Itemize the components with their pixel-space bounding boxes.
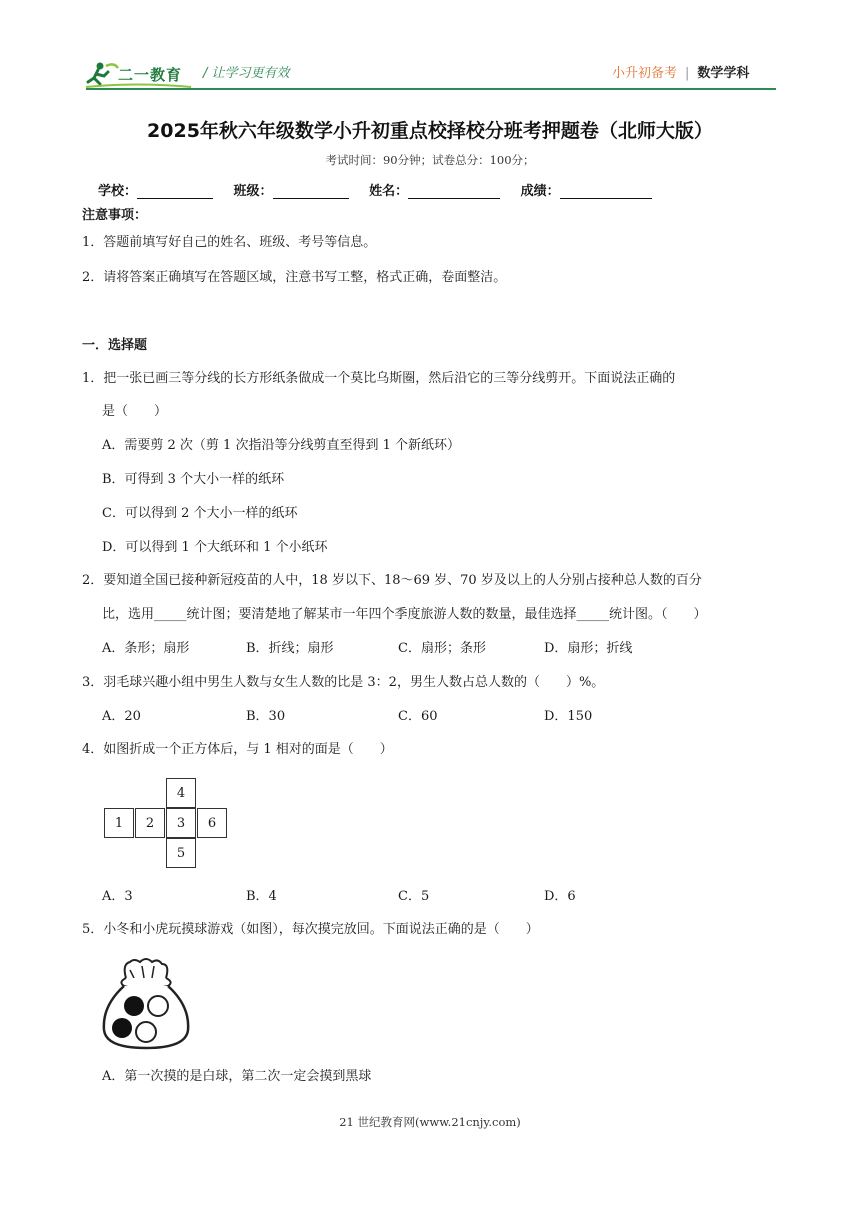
slogan: / 让学习更有效 xyxy=(203,66,290,81)
q1-option-c: C．可以得到 2 个大小一样的纸环 xyxy=(102,506,298,521)
page-header xyxy=(0,0,860,92)
q4-option-a: A．3 xyxy=(102,889,133,904)
q5-stem: 5．小冬和小虎玩摸球游戏（如图），每次摸完放回。下面说法正确的是（ ） xyxy=(82,922,539,937)
ball-bag-figure xyxy=(100,956,196,1052)
school-label: 学校： xyxy=(98,184,138,199)
q2-stem-line1: 2．要知道全国已接种新冠疫苗的人中，18 岁以下、18～69 岁、70 岁及以上的人分别占接种总人数的百分 xyxy=(82,573,702,588)
q1-option-a: A．需要剪 2 次（剪 1 次指沿等分线剪直至得到 1 个新纸环） xyxy=(102,438,460,453)
logo-text: 二一教育 xyxy=(118,66,183,84)
q1-option-d: D．可以得到 1 个大纸环和 1 个小纸环 xyxy=(102,540,328,555)
q1-stem-line1: 1．把一张已画三等分线的长方形纸条做成一个莫比乌斯圈，然后沿它的三等分线剪开。下面说法正确的 xyxy=(82,371,676,386)
class-field[interactable] xyxy=(273,184,349,199)
q4-option-c: C．5 xyxy=(398,889,430,904)
q4-stem: 4．如图折成一个正方体后，与 1 相对的面是（ ） xyxy=(82,742,393,757)
q2-option-c: C．扇形；条形 xyxy=(398,641,486,656)
score-field[interactable] xyxy=(560,184,652,199)
score-label: 成绩： xyxy=(520,184,560,199)
q4-option-d: D．6 xyxy=(544,889,576,904)
q3-option-c: C．60 xyxy=(398,709,438,724)
q2-stem-line2: 比，选用_____统计图；要清楚地了解某市一年四个季度旅游人数的数量，最佳选择_____统计图。（ ） xyxy=(102,607,707,622)
cube-face-6: 6 xyxy=(197,808,227,838)
notice-item-1: 1．答题前填写好自己的姓名、班级、考号等信息。 xyxy=(82,235,377,250)
q3-stem: 3．羽毛球兴趣小组中男生人数与女生人数的比是 3：2，男生人数占总人数的（ ）%。 xyxy=(82,675,605,690)
cube-face-3: 3 xyxy=(166,808,196,838)
page-title: 2025年秋六年级数学小升初重点校择校分班考押题卷（北师大版） xyxy=(147,120,713,142)
cube-face-2: 2 xyxy=(135,808,165,838)
separator: | xyxy=(685,66,690,81)
q4-option-b: B．4 xyxy=(246,889,277,904)
section-heading: 一．选择题 xyxy=(82,338,148,353)
category-label: 小升初备考 xyxy=(612,66,678,81)
q3-option-d: D．150 xyxy=(544,709,593,724)
notice-item-2: 2．请将答案正确填写在答题区域，注意书写工整，格式正确，卷面整洁。 xyxy=(82,270,507,285)
q1-stem-line2: 是（ ） xyxy=(102,404,168,419)
cube-face-5: 5 xyxy=(166,838,196,868)
subject-label: 数学学科 xyxy=(697,66,750,81)
school-field[interactable] xyxy=(137,184,213,199)
cube-face-1: 1 xyxy=(104,808,134,838)
q2-option-d: D．扇形；折线 xyxy=(544,641,633,656)
name-field[interactable] xyxy=(408,184,500,199)
header-divider xyxy=(86,88,776,90)
q2-option-a: A．条形；扇形 xyxy=(102,641,190,656)
page-footer: 21 世纪教育网(www.21cnjy.com) xyxy=(339,1115,521,1129)
q3-option-a: A．20 xyxy=(102,709,141,724)
q1-option-b: B．可得到 3 个大小一样的纸环 xyxy=(102,472,285,487)
header-category xyxy=(612,62,749,81)
q3-option-b: B．30 xyxy=(246,709,286,724)
notice-heading: 注意事项： xyxy=(82,208,148,223)
cube-face-4: 4 xyxy=(166,778,196,808)
q2-option-b: B．折线；扇形 xyxy=(246,641,334,656)
exam-info: 考试时间：90分钟；试卷总分：100分； xyxy=(325,153,535,167)
name-label: 姓名： xyxy=(369,184,409,199)
class-label: 班级： xyxy=(233,184,273,199)
q5-option-a: A．第一次摸的是白球，第二次一定会摸到黑球 xyxy=(102,1069,372,1084)
student-info-fields xyxy=(98,180,668,199)
